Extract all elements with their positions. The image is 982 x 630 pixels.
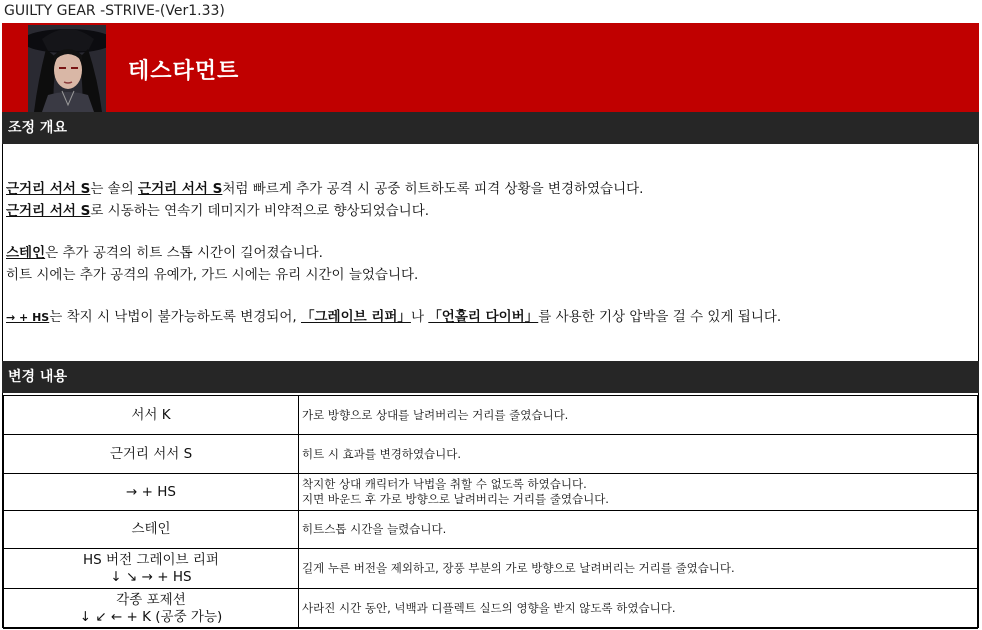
overview-line: 근거리 서서 S는 솔의 근거리 서서 S처럼 빠르게 추가 공격 시 공중 히트하도록 피격 상황을 변경하였습니다. [6, 181, 644, 197]
move-name-cell: 각종 포제션 ↓ ↙ ← + K (공중 가능) [4, 589, 299, 629]
overview-line: 히트 시에는 추가 공격의 유예가, 가드 시에는 유리 시간이 늘었습니다. [6, 267, 419, 283]
change-description-cell: 가로 방향으로 상대를 날려버리는 거리를 줄였습니다. [299, 396, 978, 435]
table-row [4, 474, 978, 511]
table-row [4, 589, 978, 629]
move-link: → + HS [6, 311, 50, 324]
changes-section-header: 변경 내용 [2, 361, 979, 393]
move-name-cell: 서서 K [4, 396, 299, 435]
move-link: 근거리 서서 S [6, 203, 91, 219]
move-name-cell: 스테인 [4, 511, 299, 549]
move-name-cell: 근거리 서서 S [4, 435, 299, 474]
table-row [4, 435, 978, 474]
change-description-cell: 착지한 상대 캐릭터가 낙법을 취할 수 없도록 하였습니다. 지면 바운드 후 가로 방향으로 날려버리는 거리를 줄였습니다. [299, 474, 978, 511]
table-row [4, 511, 978, 549]
table-row [4, 549, 978, 589]
changes-table [3, 395, 978, 629]
character-portrait [28, 25, 106, 112]
portrait-illustration-icon [28, 25, 106, 112]
character-name: 테스타먼트 [128, 59, 240, 84]
move-link: 「언홀리 다이버」 [428, 309, 539, 325]
change-description-cell: 사라진 시간 동안, 넉백과 디플렉트 실드의 영향을 받지 않도록 하였습니다. [299, 589, 978, 629]
overview-line: 근거리 서서 S로 시동하는 연속기 데미지가 비약적으로 향상되었습니다. [6, 203, 430, 219]
overview-line: 스테인은 추가 공격의 히트 스톱 시간이 길어졌습니다. [6, 245, 323, 261]
change-description-cell: 히트스톱 시간을 늘렸습니다. [299, 511, 978, 549]
change-description-cell: 길게 누른 버전을 제외하고, 장풍 부분의 가로 방향으로 날려버리는 거리를 줄였습니다. [299, 549, 978, 589]
overview-section-header: 조정 개요 [2, 112, 979, 144]
move-name-cell: → + HS [4, 474, 299, 511]
move-link: 스테인 [6, 245, 46, 261]
move-name-cell: HS 버전 그레이브 리퍼 ↓ ↘ → + HS [4, 549, 299, 589]
game-version-title: GUILTY GEAR -STRIVE-(Ver1.33) [4, 3, 225, 19]
move-link: 「그레이브 리퍼」 [300, 309, 411, 325]
move-link: 근거리 서서 S [138, 181, 223, 197]
table-row [4, 396, 978, 435]
change-description-cell: 히트 시 효과를 변경하였습니다. [299, 435, 978, 474]
overview-text [6, 178, 966, 329]
overview-line: → + HS는 착지 시 낙법이 불가능하도록 변경되어, 「그레이브 리퍼」나 「언홀리 다이버」를 사용한 기상 압박을 걸 수 있게 됩니다. [6, 309, 782, 325]
move-link: 근거리 서서 S [6, 181, 91, 197]
